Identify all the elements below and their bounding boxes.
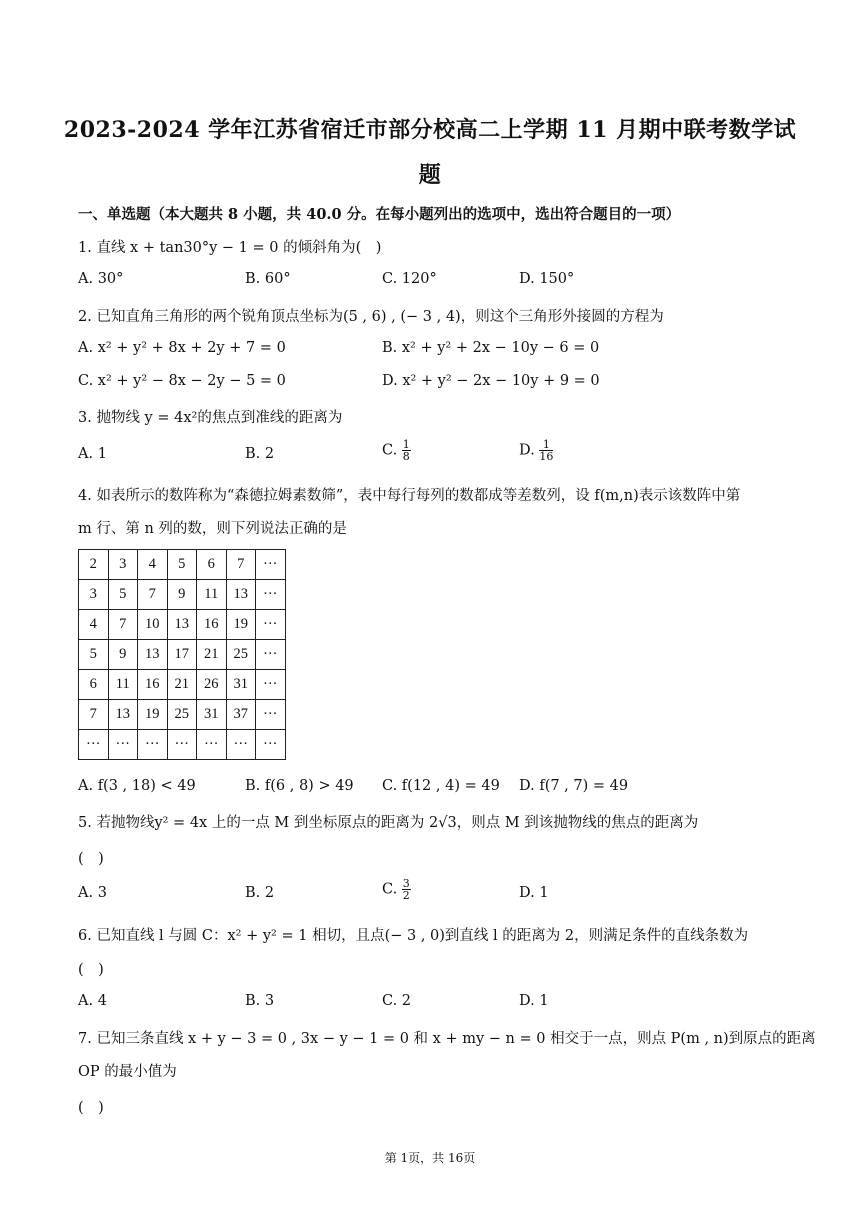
q4-option-b: B. f(6 , 8) > 49	[245, 778, 354, 794]
section-heading: 一、单选题（本大题共 8 小题，共 40.0 分。在每小题列出的选项中，选出符合题目的一项）	[78, 206, 681, 223]
table-cell: 21	[167, 670, 197, 700]
table-row	[79, 610, 286, 640]
table-cell: 21	[197, 640, 227, 670]
table-row	[79, 700, 286, 730]
table-cell: ···	[167, 730, 197, 760]
table-cell: 11	[108, 670, 138, 700]
table-cell: 9	[108, 640, 138, 670]
table-cell: 5	[167, 550, 197, 580]
fraction-denominator: 16	[539, 450, 554, 463]
table-cell: ···	[256, 640, 286, 670]
question-5-stem: 5. 若抛物线y² = 4x 上的一点 M 到坐标原点的距离为 2√3，则点 M 到该抛物线的焦点的距离为	[78, 815, 699, 831]
table-cell: 10	[138, 610, 168, 640]
table-cell: ···	[256, 670, 286, 700]
table-cell: 19	[138, 700, 168, 730]
table-cell: 6	[197, 550, 227, 580]
table-cell: 26	[197, 670, 227, 700]
exam-title-line2: 题	[418, 162, 442, 188]
table-cell: 7	[108, 610, 138, 640]
q5-option-a: A. 3	[78, 885, 107, 901]
prime-sieve-table	[78, 549, 286, 760]
table-cell: 7	[226, 550, 256, 580]
q1-option-b: B. 60°	[245, 271, 291, 287]
q6-option-d: D. 1	[519, 993, 549, 1009]
question-7-paren: ( )	[78, 1100, 104, 1116]
table-cell: 9	[167, 580, 197, 610]
table-cell: ···	[197, 730, 227, 760]
table-row	[79, 640, 286, 670]
q4-option-a: A. f(3 , 18) < 49	[78, 778, 196, 794]
table-cell: 5	[108, 580, 138, 610]
q3-option-a: A. 1	[78, 446, 107, 462]
table-cell: 25	[226, 640, 256, 670]
table-cell: 25	[167, 700, 197, 730]
table-cell: 13	[226, 580, 256, 610]
question-6-stem: 6. 已知直线 l 与圆 C：x² + y² = 1 相切，且点(− 3 , 0)到直线 l 的距离为 2，则满足条件的直线条数为	[78, 928, 749, 944]
q1-option-d: D. 150°	[519, 271, 575, 287]
table-cell: 13	[108, 700, 138, 730]
q2-option-b: B. x² + y² + 2x − 10y − 6 = 0	[382, 340, 600, 356]
q3-option-c	[382, 439, 411, 462]
q2-option-c: C. x² + y² − 8x − 2y − 5 = 0	[78, 373, 286, 389]
table-cell: ···	[256, 700, 286, 730]
q3-option-d-label: D.	[519, 442, 535, 459]
q5-option-b: B. 2	[245, 885, 275, 901]
fraction-denominator: 2	[402, 889, 410, 902]
page-footer: 第 1页，共 16页	[384, 1151, 476, 1165]
fraction-denominator: 8	[402, 450, 410, 463]
table-cell: ···	[108, 730, 138, 760]
table-cell: 2	[79, 550, 109, 580]
q2-option-d: D. x² + y² − 2x − 10y + 9 = 0	[382, 373, 600, 389]
question-2-stem: 2. 已知直角三角形的两个锐角顶点坐标为(5 , 6) , (− 3 , 4)，则这个三角形外接圆的方程为	[78, 309, 664, 325]
table-cell: 4	[79, 610, 109, 640]
table-cell: ···	[256, 610, 286, 640]
fraction-numerator: 1	[539, 439, 553, 451]
q5-option-d: D. 1	[519, 885, 549, 901]
table-cell: 13	[138, 640, 168, 670]
question-4-stem-line2: m 行、第 n 列的数，则下列说法正确的是	[78, 521, 347, 537]
q5-option-c-fraction	[402, 878, 411, 901]
table-cell: ···	[256, 730, 286, 760]
table-cell: 11	[197, 580, 227, 610]
table-cell: 13	[167, 610, 197, 640]
q5-option-c-label: C.	[382, 881, 398, 898]
question-3-stem: 3. 抛物线 y = 4x²的焦点到准线的距离为	[78, 410, 343, 426]
table-cell: 37	[226, 700, 256, 730]
table-cell: 3	[79, 580, 109, 610]
table-cell: 16	[138, 670, 168, 700]
table-cell: ···	[226, 730, 256, 760]
table-cell: 6	[79, 670, 109, 700]
q5-option-c	[382, 878, 411, 901]
table-row	[79, 730, 286, 760]
q6-option-b: B. 3	[245, 993, 275, 1009]
table-row	[79, 550, 286, 580]
table-cell: 4	[138, 550, 168, 580]
table-cell: 7	[138, 580, 168, 610]
table-cell: 17	[167, 640, 197, 670]
table-cell: ···	[79, 730, 109, 760]
question-7-stem-line2: OP 的最小值为	[78, 1064, 177, 1080]
question-6-paren: ( )	[78, 962, 104, 978]
q3-option-c-fraction	[402, 439, 411, 462]
q4-option-c: C. f(12 , 4) = 49	[382, 778, 500, 794]
fraction-numerator: 1	[402, 438, 410, 451]
fraction-numerator: 3	[402, 877, 410, 890]
table-row	[79, 670, 286, 700]
table-row	[79, 580, 286, 610]
q1-option-c: C. 120°	[382, 271, 437, 287]
question-5-paren: ( )	[78, 851, 104, 867]
question-4-stem-line1: 4. 如表所示的数阵称为“森德拉姆素数筛”，表中每行每列的数都成等差数列，设 f(m,n)表示该数阵中第	[78, 488, 741, 504]
table-cell: 19	[226, 610, 256, 640]
q3-option-c-label: C.	[382, 442, 398, 459]
table-cell: ···	[138, 730, 168, 760]
table-cell: ···	[256, 580, 286, 610]
table-cell: 31	[197, 700, 227, 730]
table-cell: 3	[108, 550, 138, 580]
question-1-stem: 1. 直线 x + tan30°y − 1 = 0 的倾斜角为( )	[78, 240, 382, 256]
q6-option-c: C. 2	[382, 993, 412, 1009]
q3-option-d-fraction	[539, 439, 553, 462]
q3-option-b: B. 2	[245, 446, 275, 462]
q1-option-a: A. 30°	[78, 271, 124, 287]
q6-option-a: A. 4	[78, 993, 107, 1009]
q2-option-a: A. x² + y² + 8x + 2y + 7 = 0	[78, 340, 286, 356]
table-cell: 16	[197, 610, 227, 640]
q3-option-d	[519, 439, 553, 462]
question-7-stem-line1: 7. 已知三条直线 x + y − 3 = 0 , 3x − y − 1 = 0 和 x + my − n = 0 相交于一点，则点 P(m , n)到原点的距离	[78, 1031, 816, 1047]
table-cell: 31	[226, 670, 256, 700]
table-cell: ···	[256, 550, 286, 580]
table-cell: 5	[79, 640, 109, 670]
q4-option-d: D. f(7 , 7) = 49	[519, 778, 629, 794]
exam-title-line1: 2023-2024 学年江苏省宿迁市部分校高二上学期 11 月期中联考数学试	[63, 117, 797, 143]
table-cell: 7	[79, 700, 109, 730]
